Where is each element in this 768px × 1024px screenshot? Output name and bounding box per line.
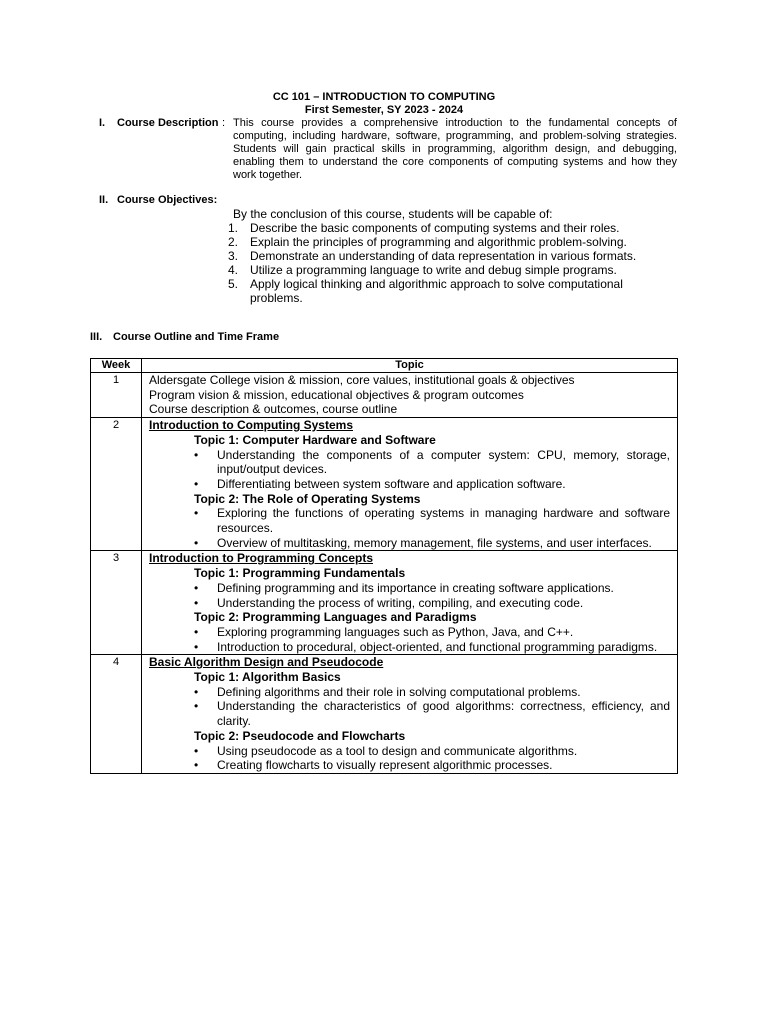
topic-cell — [142, 655, 678, 774]
bullet-text: Using pseudocode as a tool to design and communicate algorithms. — [217, 743, 578, 758]
week-cell: 2 — [91, 418, 142, 551]
bullet-item — [149, 448, 670, 477]
bullet-item — [149, 596, 670, 611]
course-outline-table — [90, 358, 678, 774]
bullet-item — [149, 699, 670, 728]
objective-text: Utilize a programming language to write and debug simple programs. — [250, 263, 617, 277]
bullet-list — [149, 744, 670, 773]
section-label: Course Objectives: — [117, 194, 218, 206]
sub-topic-heading: Topic 1: Programming Fundamentals — [194, 566, 406, 581]
bullet-item — [149, 640, 670, 655]
objectives-intro: By the conclusion of this course, students will be capable of: — [233, 207, 553, 221]
week-cell: 1 — [91, 373, 142, 418]
bullet-item — [149, 477, 670, 492]
bullet-icon: • — [194, 684, 199, 699]
bullet-list — [149, 625, 670, 654]
bullet-icon: • — [194, 580, 199, 595]
table-row — [91, 551, 678, 655]
section-label: Course Description — [117, 117, 219, 129]
bullet-item — [149, 625, 670, 640]
bullet-text: Understanding the characteristics of good algorithms: correctness, efficiency, and clarity. — [217, 699, 670, 729]
sub-topic-heading: Topic 2: The Role of Operating Systems — [194, 491, 421, 506]
objective-number: 1. — [228, 221, 239, 235]
sub-topic-heading: Topic 2: Pseudocode and Flowcharts — [194, 728, 406, 743]
table-row — [91, 418, 678, 551]
bullet-icon: • — [194, 743, 199, 758]
bullet-text: Exploring programming languages such as Python, Java, and C++. — [217, 624, 574, 639]
bullet-icon: • — [194, 506, 199, 521]
topic-cell — [142, 373, 678, 418]
sub-topic-heading: Topic 1: Algorithm Basics — [194, 670, 341, 685]
objective-text: Describe the basic components of computing systems and their roles. — [250, 221, 620, 235]
bullet-item — [149, 506, 670, 535]
section-number: III. — [90, 331, 103, 343]
bullet-text: Creating flowcharts to visually represent algorithmic processes. — [217, 758, 553, 773]
topic-column-header: Topic — [142, 359, 678, 373]
topic-line: Course description & outcomes, course outline — [149, 402, 398, 417]
semester-subtitle: First Semester, SY 2023 - 2024 — [304, 104, 464, 116]
bullet-icon: • — [194, 476, 199, 491]
bullet-icon: • — [194, 595, 199, 610]
bullet-text: Differentiating between system software and application software. — [217, 476, 566, 491]
objective-number: 2. — [228, 235, 239, 249]
section-outline-heading — [90, 331, 279, 344]
bullet-item — [149, 581, 670, 596]
bullet-text: Introduction to procedural, object-oriented, and functional programming paradigms. — [217, 639, 658, 654]
course-title: CC 101 – INTRODUCTION TO COMPUTING — [272, 91, 496, 103]
topic-cell — [142, 418, 678, 551]
objective-number: 5. — [228, 277, 239, 291]
section-number: I. — [99, 117, 106, 129]
course-description-text: This course provides a comprehensive introduction to the fundamental concepts of computing, including hardware, software, programming, and problem-solving strategies. Students will gain practical skills in programming, algorithm design, and debugging, enabling them to understand the core components of computing systems and how they work together. — [233, 117, 677, 181]
table-header-row — [91, 359, 678, 373]
bullet-text: Overview of multitasking, memory management, file systems, and user interfaces. — [217, 535, 652, 550]
bullet-icon: • — [194, 758, 199, 773]
objective-item — [228, 263, 668, 277]
bullet-icon: • — [194, 447, 199, 462]
section-objectives-heading — [99, 194, 217, 207]
bullet-text: Exploring the functions of operating systems in managing hardware and software resources. — [217, 506, 670, 536]
objectives-list — [228, 221, 668, 305]
objective-item — [228, 235, 668, 249]
week-cell: 3 — [91, 551, 142, 655]
table-row — [91, 655, 678, 774]
objective-text: Explain the principles of programming and algorithmic problem-solving. — [250, 235, 627, 249]
sub-topic-heading: Topic 2: Programming Languages and Paradigms — [194, 610, 477, 625]
table-row — [91, 373, 678, 418]
bullet-icon: • — [194, 535, 199, 550]
section-number: II. — [99, 194, 109, 206]
bullet-item — [149, 744, 670, 759]
section-description-heading — [99, 117, 218, 130]
week-column-header: Week — [91, 359, 142, 373]
objective-text: Demonstrate an understanding of data representation in various formats. — [250, 249, 637, 263]
bullet-item — [149, 758, 670, 773]
bullet-list — [149, 448, 670, 492]
bullet-text: Understanding the components of a computer system: CPU, memory, storage, input/output devices. — [217, 447, 670, 477]
bullet-list — [149, 506, 670, 550]
bullet-text: Understanding the process of writing, compiling, and executing code. — [217, 595, 584, 610]
objective-number: 3. — [228, 249, 239, 263]
main-topic-heading: Introduction to Programming Concepts — [149, 551, 373, 566]
bullet-icon: • — [194, 699, 199, 714]
objective-text: Apply logical thinking and algorithmic approach to solve computational problems. — [250, 277, 623, 305]
objective-item — [228, 277, 668, 305]
topic-line: Aldersgate College vision & mission, core values, institutional goals & objectives — [149, 373, 575, 387]
week-cell: 4 — [91, 655, 142, 774]
section-label: Course Outline and Time Frame — [113, 331, 280, 343]
main-topic-heading: Basic Algorithm Design and Pseudocode — [149, 655, 384, 670]
bullet-list — [149, 581, 670, 610]
colon-separator: : — [222, 117, 226, 129]
bullet-text: Defining programming and its importance in creating software applications. — [217, 580, 614, 595]
objective-item — [228, 221, 668, 235]
bullet-list — [149, 685, 670, 729]
bullet-icon: • — [194, 624, 199, 639]
main-topic-heading: Introduction to Computing Systems — [149, 418, 353, 433]
bullet-item — [149, 685, 670, 700]
bullet-item — [149, 536, 670, 551]
bullet-text: Defining algorithms and their role in solving computational problems. — [217, 684, 581, 699]
bullet-icon: • — [194, 639, 199, 654]
topic-cell — [142, 551, 678, 655]
sub-topic-heading: Topic 1: Computer Hardware and Software — [194, 432, 436, 447]
objective-number: 4. — [228, 263, 239, 277]
topic-line: Program vision & mission, educational objectives & program outcomes — [149, 387, 524, 402]
objective-item — [228, 249, 668, 263]
